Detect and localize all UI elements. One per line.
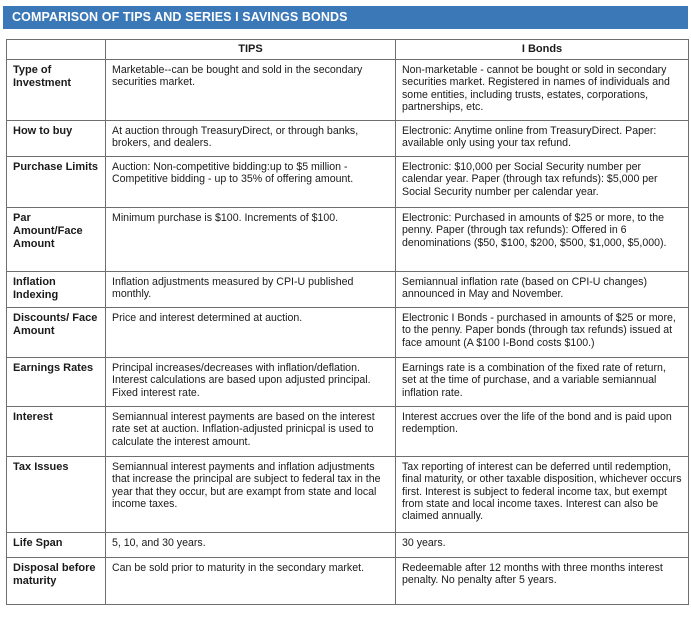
table-row xyxy=(7,558,689,605)
tips-cell: Marketable--can be bought and sold in the secondary securities market. xyxy=(106,60,396,121)
ibonds-cell: Tax reporting of interest can be deferred until redemption, final maturity, or other taxable disposition, whichever occurs first. Interest is subject to federal income tax, but exempt from state and local income taxes. Interest can also be claimed annually. xyxy=(396,457,689,533)
row-label: Earnings Rates xyxy=(7,358,106,407)
ibonds-cell: Earnings rate is a combination of the fixed rate of return, set at the time of purchase, and a variable semiannual inflation rate. xyxy=(396,358,689,407)
tips-cell: 5, 10, and 30 years. xyxy=(106,533,396,558)
row-label: Discounts/ Face Amount xyxy=(7,308,106,358)
ibonds-cell: Electronic I Bonds - purchased in amounts of $25 or more, to the penny. Paper bonds (through tax refunds) issued at face amount (A $100 I-Bond costs $100.) xyxy=(396,308,689,358)
tips-cell: At auction through TreasuryDirect, or through banks, brokers, and dealers. xyxy=(106,121,396,157)
header-ibonds: I Bonds xyxy=(396,40,689,60)
tips-cell: Minimum purchase is $100. Increments of $100. xyxy=(106,208,396,272)
table-row xyxy=(7,157,689,208)
ibonds-cell: Interest accrues over the life of the bond and is paid upon redemption. xyxy=(396,407,689,457)
ibonds-cell: Semiannual inflation rate (based on CPI-U changes) announced in May and November. xyxy=(396,272,689,308)
page-title: COMPARISON OF TIPS AND SERIES I SAVINGS BONDS xyxy=(3,6,688,29)
ibonds-cell: 30 years. xyxy=(396,533,689,558)
comparison-table xyxy=(6,39,689,605)
ibonds-cell: Electronic: Purchased in amounts of $25 or more, to the penny. Paper (through tax refunds): Offered in 6 denominations ($50, $100, $200, $500, $1,000, $5,000). xyxy=(396,208,689,272)
ibonds-cell: Electronic: Anytime online from TreasuryDirect. Paper: available only using your tax refund. xyxy=(396,121,689,157)
table-row xyxy=(7,208,689,272)
table-row xyxy=(7,60,689,121)
tips-cell: Semiannual interest payments are based on the interest rate set at auction. Inflation-adjusted prinicpal is used to calculate the interest amount. xyxy=(106,407,396,457)
row-label: Par Amount/Face Amount xyxy=(7,208,106,272)
ibonds-cell: Redeemable after 12 months with three months interest penalty. No penalty after 5 years. xyxy=(396,558,689,605)
row-label: Life Span xyxy=(7,533,106,558)
tips-cell: Auction: Non-competitive bidding:up to $5 million - Competitive bidding - up to 35% of offering amount. xyxy=(106,157,396,208)
tips-cell: Price and interest determined at auction. xyxy=(106,308,396,358)
table-row xyxy=(7,533,689,558)
row-label: Purchase Limits xyxy=(7,157,106,208)
row-label: How to buy xyxy=(7,121,106,157)
table-row xyxy=(7,457,689,533)
table-row xyxy=(7,272,689,308)
table-header-row xyxy=(7,40,689,60)
tips-cell: Can be sold prior to maturity in the secondary market. xyxy=(106,558,396,605)
row-label: Interest xyxy=(7,407,106,457)
row-label: Disposal before maturity xyxy=(7,558,106,605)
table-row xyxy=(7,121,689,157)
table-row xyxy=(7,358,689,407)
tips-cell: Semiannual interest payments and inflation adjustments that increase the principal are subject to federal tax in the year that they occur, but are exampt from state and local income taxes. xyxy=(106,457,396,533)
row-label: Type of Investment xyxy=(7,60,106,121)
ibonds-cell: Electronic: $10,000 per Social Security number per calendar year. Paper (through tax refunds): $5,000 per Social Security number per calendar year. xyxy=(396,157,689,208)
row-label: Inflation Indexing xyxy=(7,272,106,308)
table-row xyxy=(7,308,689,358)
tips-cell: Inflation adjustments measured by CPI-U published monthly. xyxy=(106,272,396,308)
ibonds-cell: Non-marketable - cannot be bought or sold in secondary securities market. Registered in names of individuals and some entities, including trusts, estates, corporations, partnerships, etc. xyxy=(396,60,689,121)
table-row xyxy=(7,407,689,457)
tips-cell: Principal increases/decreases with inflation/deflation. Interest calculations are based upon adjusted principal. Fixed interest rate. xyxy=(106,358,396,407)
header-tips: TIPS xyxy=(106,40,396,60)
row-label: Tax Issues xyxy=(7,457,106,533)
header-label-cell xyxy=(7,40,106,60)
